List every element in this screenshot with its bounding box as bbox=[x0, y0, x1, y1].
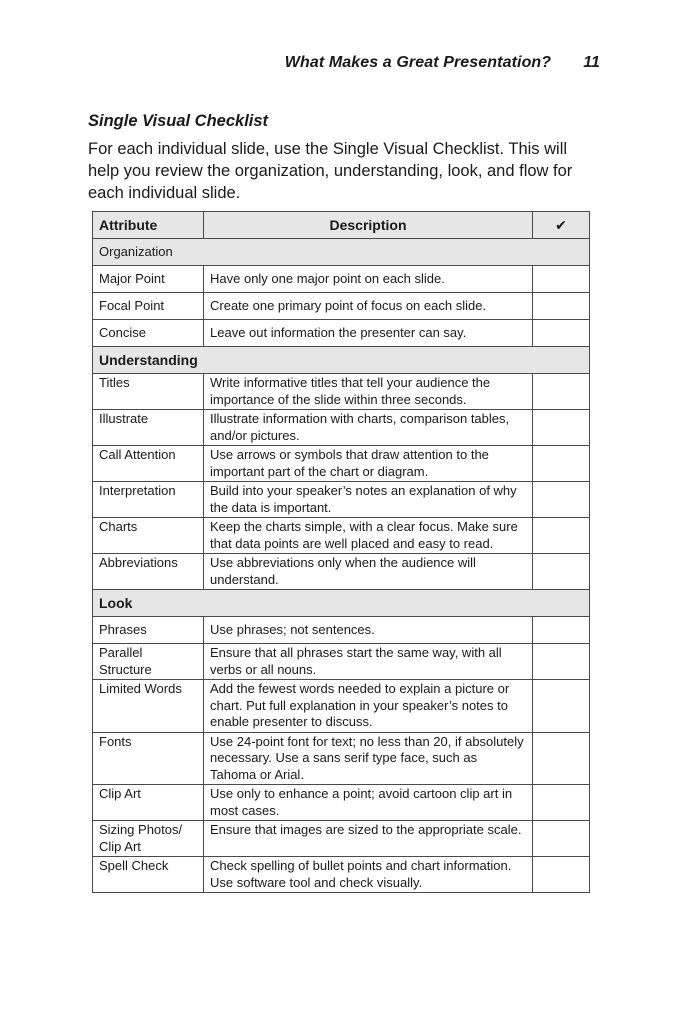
table-row bbox=[93, 617, 590, 644]
column-header-attribute: Attribute bbox=[93, 212, 204, 239]
column-header-check: ✔ bbox=[533, 212, 590, 239]
table-row bbox=[93, 785, 590, 821]
section-row-organization bbox=[93, 239, 590, 266]
section-label: Understanding bbox=[93, 347, 590, 374]
attribute-cell: Illustrate bbox=[93, 410, 204, 446]
column-header-description: Description bbox=[204, 212, 533, 239]
attribute-cell: Focal Point bbox=[93, 293, 204, 320]
description-cell: Use arrows or symbols that draw attention to the important part of the chart or diagram. bbox=[204, 446, 533, 482]
check-cell[interactable] bbox=[533, 374, 590, 410]
check-cell[interactable] bbox=[533, 617, 590, 644]
table-row bbox=[93, 320, 590, 347]
table-row bbox=[93, 554, 590, 590]
check-cell[interactable] bbox=[533, 821, 590, 857]
attribute-cell: Limited Words bbox=[93, 680, 204, 733]
check-cell[interactable] bbox=[533, 410, 590, 446]
description-cell: Have only one major point on each slide. bbox=[204, 266, 533, 293]
table-row bbox=[93, 732, 590, 785]
check-cell[interactable] bbox=[533, 554, 590, 590]
table-row bbox=[93, 293, 590, 320]
attribute-cell: Charts bbox=[93, 518, 204, 554]
attribute-cell: Concise bbox=[93, 320, 204, 347]
table-row bbox=[93, 374, 590, 410]
checklist-table bbox=[92, 211, 590, 893]
check-cell[interactable] bbox=[533, 482, 590, 518]
attribute-cell: Call Attention bbox=[93, 446, 204, 482]
description-cell: Write informative titles that tell your audience the importance of the slide within three seconds. bbox=[204, 374, 533, 410]
check-cell[interactable] bbox=[533, 293, 590, 320]
table-header-row bbox=[93, 212, 590, 239]
table-row bbox=[93, 680, 590, 733]
attribute-cell: Fonts bbox=[93, 732, 204, 785]
description-cell: Create one primary point of focus on each slide. bbox=[204, 293, 533, 320]
description-cell: Use abbreviations only when the audience will understand. bbox=[204, 554, 533, 590]
table-row bbox=[93, 644, 590, 680]
running-title: What Makes a Great Presentation? bbox=[284, 54, 552, 71]
table-row bbox=[93, 821, 590, 857]
description-cell: Ensure that images are sized to the appropriate scale. bbox=[204, 821, 533, 857]
check-cell[interactable] bbox=[533, 446, 590, 482]
section-heading: Single Visual Checklist bbox=[88, 112, 269, 130]
attribute-cell: Phrases bbox=[93, 617, 204, 644]
description-cell: Ensure that all phrases start the same way, with all verbs or all nouns. bbox=[204, 644, 533, 680]
description-cell: Illustrate information with charts, comparison tables, and/or pictures. bbox=[204, 410, 533, 446]
attribute-cell: Parallel Structure bbox=[93, 644, 204, 680]
check-cell[interactable] bbox=[533, 732, 590, 785]
table-row bbox=[93, 482, 590, 518]
check-cell[interactable] bbox=[533, 518, 590, 554]
attribute-cell: Clip Art bbox=[93, 785, 204, 821]
attribute-cell: Spell Check bbox=[93, 857, 204, 893]
table-row bbox=[93, 410, 590, 446]
description-cell: Add the fewest words needed to explain a picture or chart. Put full explanation in your speaker’s notes to enable presenter to discuss. bbox=[204, 680, 533, 733]
table-body bbox=[93, 239, 590, 893]
running-head bbox=[0, 54, 600, 72]
check-cell[interactable] bbox=[533, 644, 590, 680]
intro-paragraph: For each individual slide, use the Single Visual Checklist. This will help you review the organization, understanding, look, and flow for each individual slide. bbox=[88, 140, 573, 202]
description-cell: Keep the charts simple, with a clear focus. Make sure that data points are well placed and easy to read. bbox=[204, 518, 533, 554]
table-row bbox=[93, 857, 590, 893]
description-cell: Check spelling of bullet points and chart information. Use software tool and check visually. bbox=[204, 857, 533, 893]
check-cell[interactable] bbox=[533, 680, 590, 733]
description-cell: Build into your speaker’s notes an explanation of why the data is important. bbox=[204, 482, 533, 518]
section-row-understanding bbox=[93, 347, 590, 374]
description-cell: Use only to enhance a point; avoid cartoon clip art in most cases. bbox=[204, 785, 533, 821]
attribute-cell: Interpretation bbox=[93, 482, 204, 518]
check-cell[interactable] bbox=[533, 785, 590, 821]
check-cell[interactable] bbox=[533, 320, 590, 347]
description-cell: Leave out information the presenter can say. bbox=[204, 320, 533, 347]
table-row bbox=[93, 518, 590, 554]
description-cell: Use phrases; not sentences. bbox=[204, 617, 533, 644]
check-cell[interactable] bbox=[533, 857, 590, 893]
description-cell: Use 24-point font for text; no less than 20, if absolutely necessary. Use a sans serif type face, such as Tahoma or Arial. bbox=[204, 732, 533, 785]
section-label: Organization bbox=[93, 239, 590, 266]
page-number: 11 bbox=[583, 54, 600, 71]
attribute-cell: Sizing Photos/ Clip Art bbox=[93, 821, 204, 857]
table-row bbox=[93, 266, 590, 293]
section-row-look bbox=[93, 590, 590, 617]
check-cell[interactable] bbox=[533, 266, 590, 293]
attribute-cell: Titles bbox=[93, 374, 204, 410]
attribute-cell: Abbreviations bbox=[93, 554, 204, 590]
table-row bbox=[93, 446, 590, 482]
attribute-cell: Major Point bbox=[93, 266, 204, 293]
section-label: Look bbox=[93, 590, 590, 617]
